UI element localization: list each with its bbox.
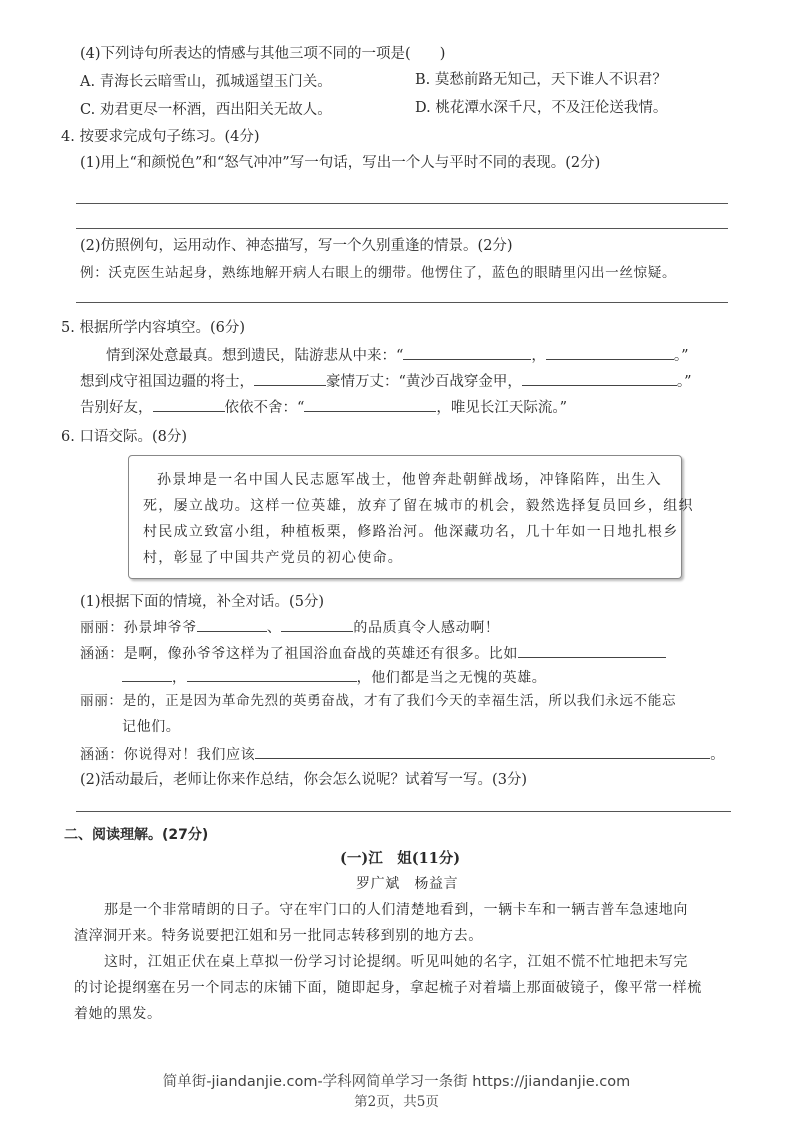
watermark[interactable]: 简单街-jiandanjie.com-学科网简单学习一条街 https://jiandanjie.com	[162, 1074, 631, 1090]
blank[interactable]	[403, 345, 531, 360]
blank[interactable]	[518, 643, 666, 658]
q4-title: 4. 按要求完成句子练习。(4分)	[61, 129, 260, 145]
passage-authors: 罗广斌 杨益言	[356, 876, 459, 892]
q5-title: 5. 根据所学内容填空。(6分)	[61, 320, 245, 336]
dialog-1-end: 的品质真令人感动啊！	[353, 620, 500, 636]
dialog-2-text: 涵涵：是啊，像孙爷爷这样为了祖国浴血奋战的英雄还有很多。比如	[80, 646, 518, 662]
box-line: 村民成立致富小组，种植板栗，修路治河。他深藏功名，几十年如一日地扎根乡	[143, 524, 679, 540]
q5-line1-text: 情到深处意最真。想到遗民，陆游悲从中来：“	[106, 348, 404, 364]
q5-end: 。”	[676, 374, 692, 390]
dialog-2	[80, 643, 666, 664]
dialog-1-text: 丽丽：孙景坤爷爷	[80, 620, 197, 636]
q5-line2	[80, 371, 692, 392]
q4-example: 例：沃克医生站起身，熟练地解开病人右眼上的绷带。他愣住了，蓝色的眼睛里闪出一丝惊疑。	[80, 265, 677, 281]
dialog-2-end: ，他们都是当之无愧的英雄。	[356, 670, 547, 686]
answer-line[interactable]	[76, 811, 731, 812]
q5-line3-text: 告别好友，	[80, 400, 153, 416]
q5-comma: ，	[531, 348, 546, 364]
box-line: 死，屡立战功。这样一位英雄，放弃了留在城市的机会，毅然选择复员回乡，组织	[143, 498, 694, 514]
blank[interactable]	[254, 371, 326, 386]
blank[interactable]	[153, 397, 225, 412]
q6-title: 6. 口语交际。(8分)	[61, 429, 187, 445]
q6-sub1: (1)根据下面的情境，补全对话。(5分)	[80, 594, 325, 610]
option-c: C. 劝君更尽一杯酒，西出阳关无故人。	[80, 102, 332, 118]
option-b: B. 莫愁前路无知己，天下谁人不识君？	[415, 72, 667, 88]
q5-line2-text2: 豪情万丈：“黄沙百战穿金甲，	[326, 374, 522, 390]
q3-4-stem: (4)下列诗句所表达的情感与其他三项不同的一项是( )	[80, 46, 446, 62]
blank[interactable]	[546, 345, 674, 360]
dialog-4-text: 涵涵：你说得对！我们应该	[80, 747, 256, 763]
paragraph-line: 着她的黑发。	[74, 1006, 162, 1022]
dialog-2-sep: ，	[172, 670, 187, 686]
paragraph-line: 渣滓洞开来。特务说要把江姐和另一批同志转移到别的地方去。	[74, 928, 483, 944]
blank[interactable]	[281, 617, 353, 632]
q4-sub1: (1)用上“和颜悦色”和“怒气冲冲”写一句话，写出一个人与平时不同的表现。(2分)	[80, 155, 601, 171]
answer-line[interactable]	[76, 302, 728, 303]
q5-line1	[106, 345, 689, 366]
option-a: A. 青海长云暗雪山，孤城遥望玉门关。	[80, 74, 332, 90]
blank[interactable]	[122, 667, 172, 682]
dialog-1	[80, 617, 499, 638]
q5-line2-text: 想到戍守祖国边疆的将士，	[80, 374, 254, 390]
box-line: 孙景坤是一名中国人民志愿军战士，他曾奔赴朝鲜战场，冲锋陷阵，出生入	[157, 472, 662, 488]
passage-title: (一)江 姐(11分)	[340, 850, 461, 867]
dialog-2-cont	[122, 667, 546, 688]
dialog-1-sep: 、	[266, 620, 282, 636]
box-line: 村，彰显了中国共产党员的初心使命。	[143, 550, 404, 566]
paragraph-line: 这时，江姐正伏在桌上草拟一份学习讨论提纲。听见叫她的名字，江姐不慌不忙地把未写完	[104, 954, 688, 970]
page-number: 第2页，共5页	[354, 1094, 439, 1110]
q5-line3-text2: 依依不舍：“	[224, 400, 305, 416]
q5-line3	[80, 397, 567, 418]
blank[interactable]	[187, 667, 357, 682]
material-box	[128, 455, 694, 579]
blank[interactable]	[304, 397, 436, 412]
paragraph-line: 的讨论提纲塞在另一个同志的床铺下面，随即起身，拿起梳子对着墙上那面破镜子，像平常一样梳	[74, 980, 702, 996]
blank[interactable]	[255, 744, 710, 759]
section-title: 二、阅读理解。(27分)	[64, 827, 209, 843]
q5-end: 。”	[673, 348, 689, 364]
dialog-4-end: 。	[710, 747, 725, 763]
paragraph-line: 那是一个非常晴朗的日子。守在牢门口的人们清楚地看到，一辆卡车和一辆吉普车急速地向	[104, 902, 688, 918]
dialog-3-cont: 记他们。	[122, 719, 181, 735]
blank[interactable]	[197, 617, 267, 632]
q5-line3-end: ，唯见长江天际流。”	[436, 400, 568, 416]
q6-sub2: (2)活动最后，老师让你来作总结，你会怎么说呢？试着写一写。(3分)	[80, 772, 528, 788]
option-d: D. 桃花潭水深千尺，不及汪伦送我情。	[415, 100, 668, 116]
answer-line[interactable]	[76, 228, 728, 229]
blank[interactable]	[522, 371, 677, 386]
q4-sub2: (2)仿照例句，运用动作、神态描写，写一个久别重逢的情景。(2分)	[80, 238, 513, 254]
dialog-3: 丽丽：是的，正是因为革命先烈的英勇奋战，才有了我们今天的幸福生活，所以我们永远不能忘	[80, 693, 677, 709]
dialog-4	[80, 744, 725, 765]
answer-line[interactable]	[76, 203, 728, 204]
